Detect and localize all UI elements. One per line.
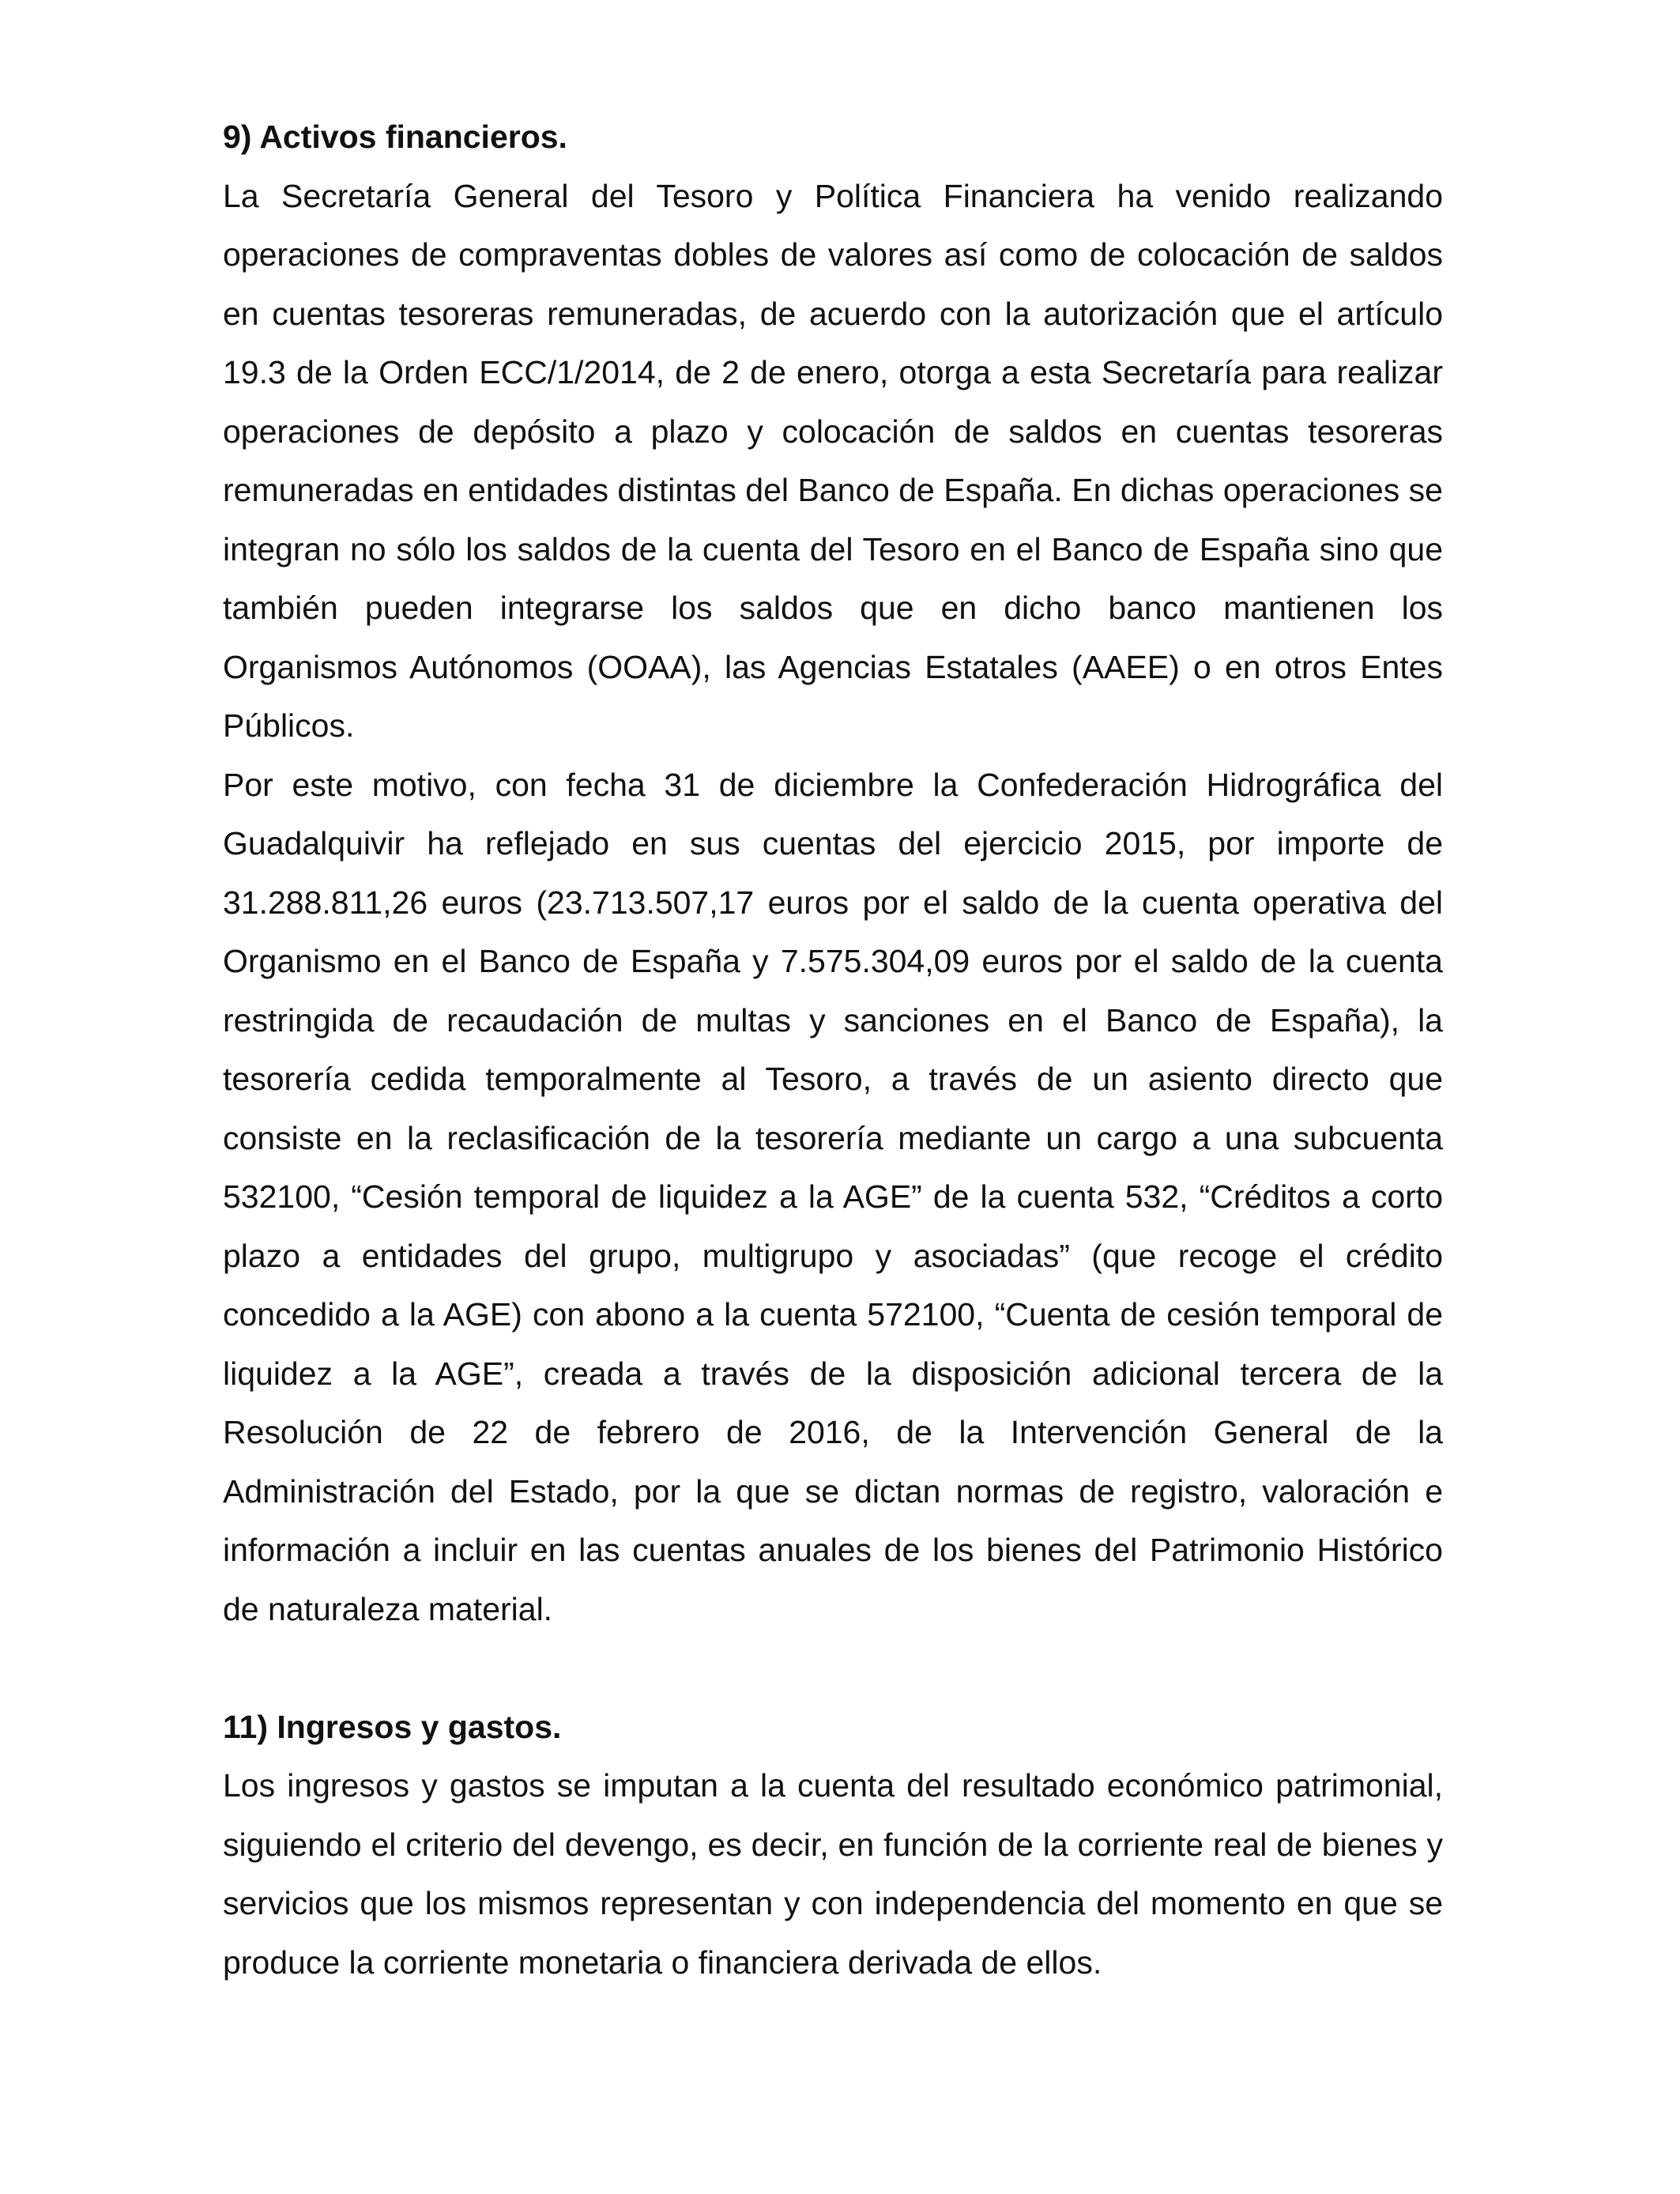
- section-spacer: [223, 1638, 1443, 1698]
- section-heading-ingresos-y-gastos: 11) Ingresos y gastos.: [223, 1708, 562, 1745]
- document-body: [223, 107, 1443, 1992]
- paragraph-activos-financieros-1: La Secretaría General del Tesoro y Política Financiera ha venido realizando operaciones de compraventas dobles de valores así como de colocación de saldos en cuentas tesoreras remuneradas, de acuerdo con la autorización que el artículo 19.3 de la Orden ECC/1/2014, de 2 de enero, otorga a esta Secretaría para realizar operaciones de depósito a plazo y colocación de saldos en cuentas tesoreras remuneradas en entidades distintas del Banco de España. En dichas operaciones se integran no sólo los saldos de la cuenta del Tesoro en el Banco de España sino que también pueden integrarse los saldos que en dicho banco mantienen los Organismos Autónomos (OOAA), las Agencias Estatales (AAEE) o en otros Entes Públicos.: [223, 177, 1443, 744]
- paragraph-ingresos-y-gastos-1: Los ingresos y gastos se imputan a la cuenta del resultado económico patrimonial, siguiendo el criterio del devengo, es decir, en función de la corriente real de bienes y servicios que los mismos representan y con independencia del momento en que se produce la corriente monetaria o financiera derivada de ellos.: [223, 1767, 1443, 1981]
- section-heading-activos-financieros: 9) Activos financieros.: [223, 119, 567, 155]
- paragraph-activos-financieros-2: Por este motivo, con fecha 31 de diciembre la Confederación Hidrográfica del Guadalquivir ha reflejado en sus cuentas del ejercicio 2015, por importe de 31.288.811,26 euros (23.713.507,17 euros por el saldo de la cuenta operativa del Organismo en el Banco de España y 7.575.304,09 euros por el saldo de la cuenta restringida de recaudación de multas y sanciones en el Banco de España), la tesorería cedida temporalmente al Tesoro, a través de un asiento directo que consiste en la reclasificación de la tesorería mediante un cargo a una subcuenta 532100, “Cesión temporal de liquidez a la AGE” de la cuenta 532, “Créditos a corto plazo a entidades del grupo, multigrupo y asociadas” (que recoge el crédito concedido a la AGE) con abono a la cuenta 572100, “Cuenta de cesión temporal de liquidez a la AGE”, creada a través de la disposición adicional tercera de la Resolución de 22 de febrero de 2016, de la Intervención General de la Administración del Estado, por la que se dictan normas de registro, valoración e información a incluir en las cuentas anuales de los bienes del Patrimonio Histórico de naturaleza material.: [223, 766, 1443, 1627]
